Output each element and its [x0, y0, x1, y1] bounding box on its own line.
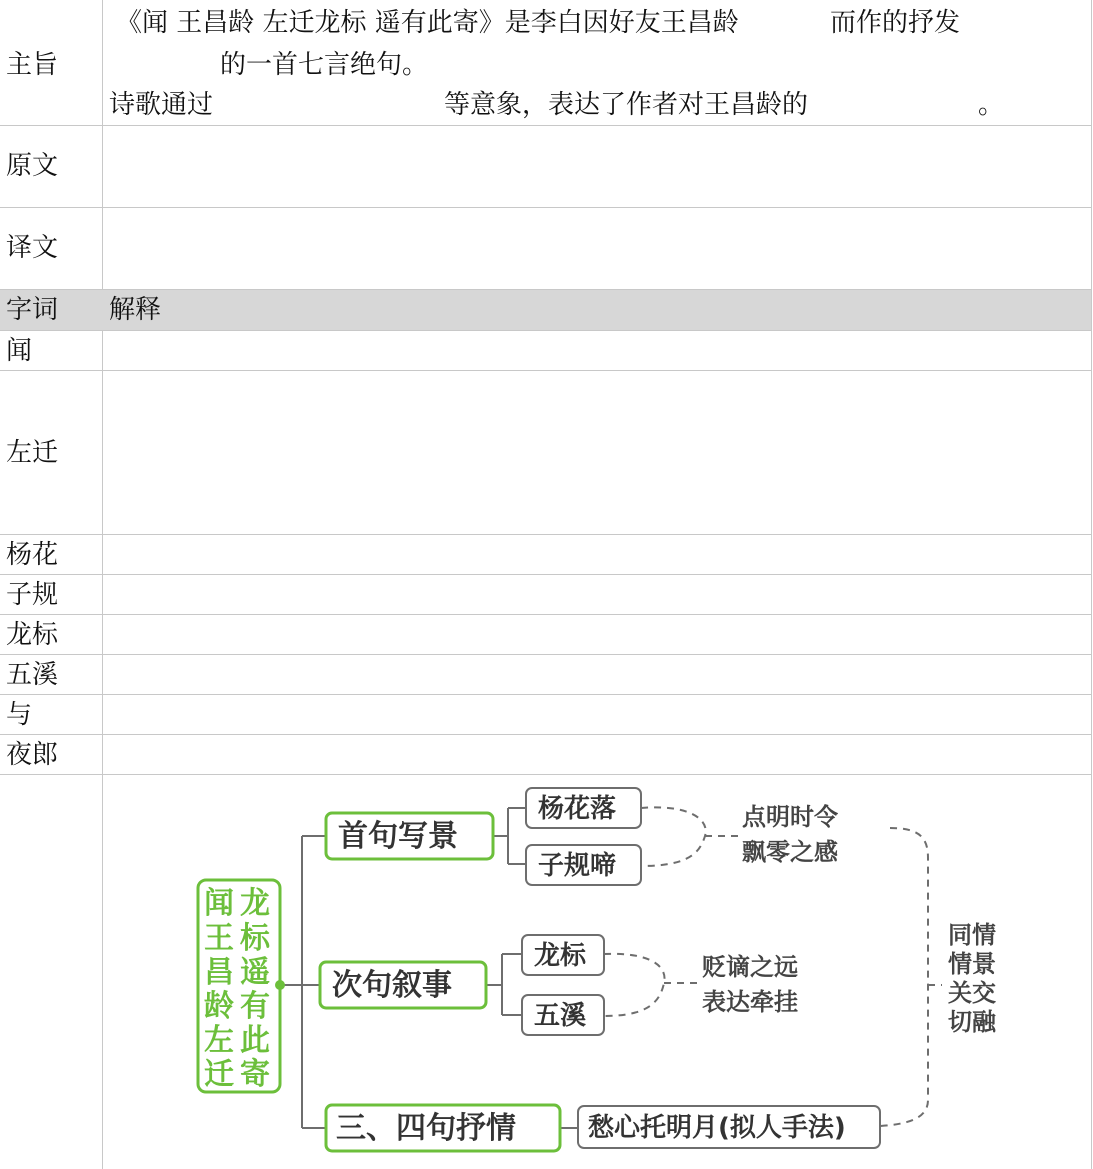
- vocab-term: 闻: [6, 336, 33, 366]
- theme-text: 《闻 王昌龄 左迁龙标 遥有此寄》是李白因好友王昌龄: [116, 8, 739, 38]
- svg-text:情景: 情景: [948, 950, 996, 978]
- svg-text:有: 有: [240, 989, 270, 1024]
- table-row: [0, 575, 1091, 615]
- svg-text:标: 标: [240, 921, 270, 956]
- svg-text:寄: 寄: [240, 1057, 270, 1092]
- svg-text:遥: 遥: [240, 955, 270, 990]
- row-label: 译文: [6, 233, 59, 263]
- leaf-moon: 愁心托明月(拟人手法): [588, 1113, 846, 1143]
- svg-text:左: 左: [204, 1023, 234, 1058]
- theme-text: 诗歌通过: [109, 90, 214, 120]
- table-row: [0, 655, 1091, 695]
- vocab-term: 与: [6, 700, 33, 730]
- root-title: [204, 886, 271, 1092]
- leaf-cuckoo: 子规啼: [538, 851, 617, 881]
- theme-text: 等意象，表达了作者对王昌龄的: [444, 90, 809, 120]
- table-right-border: [1091, 0, 1092, 1169]
- branch-lyric-label: 三、四句抒情: [336, 1111, 516, 1146]
- leaf-longbiao: 龙标: [534, 941, 587, 971]
- svg-text:闻: 闻: [204, 886, 234, 921]
- note-season: 点明时令: [742, 803, 838, 831]
- header-cell-meaning: 解释: [109, 295, 162, 325]
- vocab-term: 五溪: [6, 660, 59, 690]
- svg-text:同情: 同情: [948, 921, 996, 949]
- theme-text: 的一首七言绝句。: [220, 50, 429, 80]
- note-exile: 贬谪之远: [702, 953, 798, 981]
- svg-text:王: 王: [204, 921, 234, 956]
- note-concern: 表达牵挂: [702, 988, 798, 1016]
- table-row: [0, 615, 1091, 655]
- svg-text:迁: 迁: [204, 1057, 234, 1092]
- table-row: [0, 695, 1091, 735]
- note-drift: 飘零之感: [742, 838, 838, 866]
- vocab-term: 杨花: [6, 540, 59, 570]
- row-label: 主旨: [6, 50, 59, 80]
- vocab-term: 子规: [6, 580, 59, 610]
- theme-text: 。: [978, 90, 1005, 120]
- vocab-term: 左迁: [6, 438, 59, 468]
- branch-narrative-label: 次句叙事: [332, 968, 452, 1003]
- final-summary: [947, 921, 997, 1036]
- table-row: [0, 331, 1091, 371]
- vocab-term: 龙标: [6, 620, 59, 650]
- header-cell-term: 字词: [6, 295, 59, 325]
- leaf-wuxi: 五溪: [534, 1001, 587, 1031]
- svg-text:龙: 龙: [240, 886, 270, 921]
- vocab-term: 夜郎: [6, 740, 59, 770]
- row-label: 原文: [6, 151, 59, 181]
- table-row: [0, 735, 1091, 775]
- table-row: [0, 371, 1091, 535]
- svg-text:切融: 切融: [948, 1008, 996, 1036]
- table-row-original: [0, 126, 1091, 208]
- svg-text:龄: 龄: [204, 989, 234, 1024]
- table-header-vocab: [0, 290, 1091, 331]
- theme-text: 而作的抒发: [830, 8, 961, 38]
- table-row: [0, 535, 1091, 575]
- svg-text:昌: 昌: [204, 955, 234, 990]
- svg-text:关交: 关交: [948, 979, 996, 1007]
- mindmap-diagram: [190, 780, 1050, 1165]
- branch-scene-label: 首句写景: [338, 819, 458, 854]
- leaf-willow: 杨花落: [538, 794, 617, 824]
- table-row-theme: [0, 0, 1091, 126]
- svg-text:此: 此: [240, 1023, 270, 1058]
- table-row-translation: [0, 208, 1091, 290]
